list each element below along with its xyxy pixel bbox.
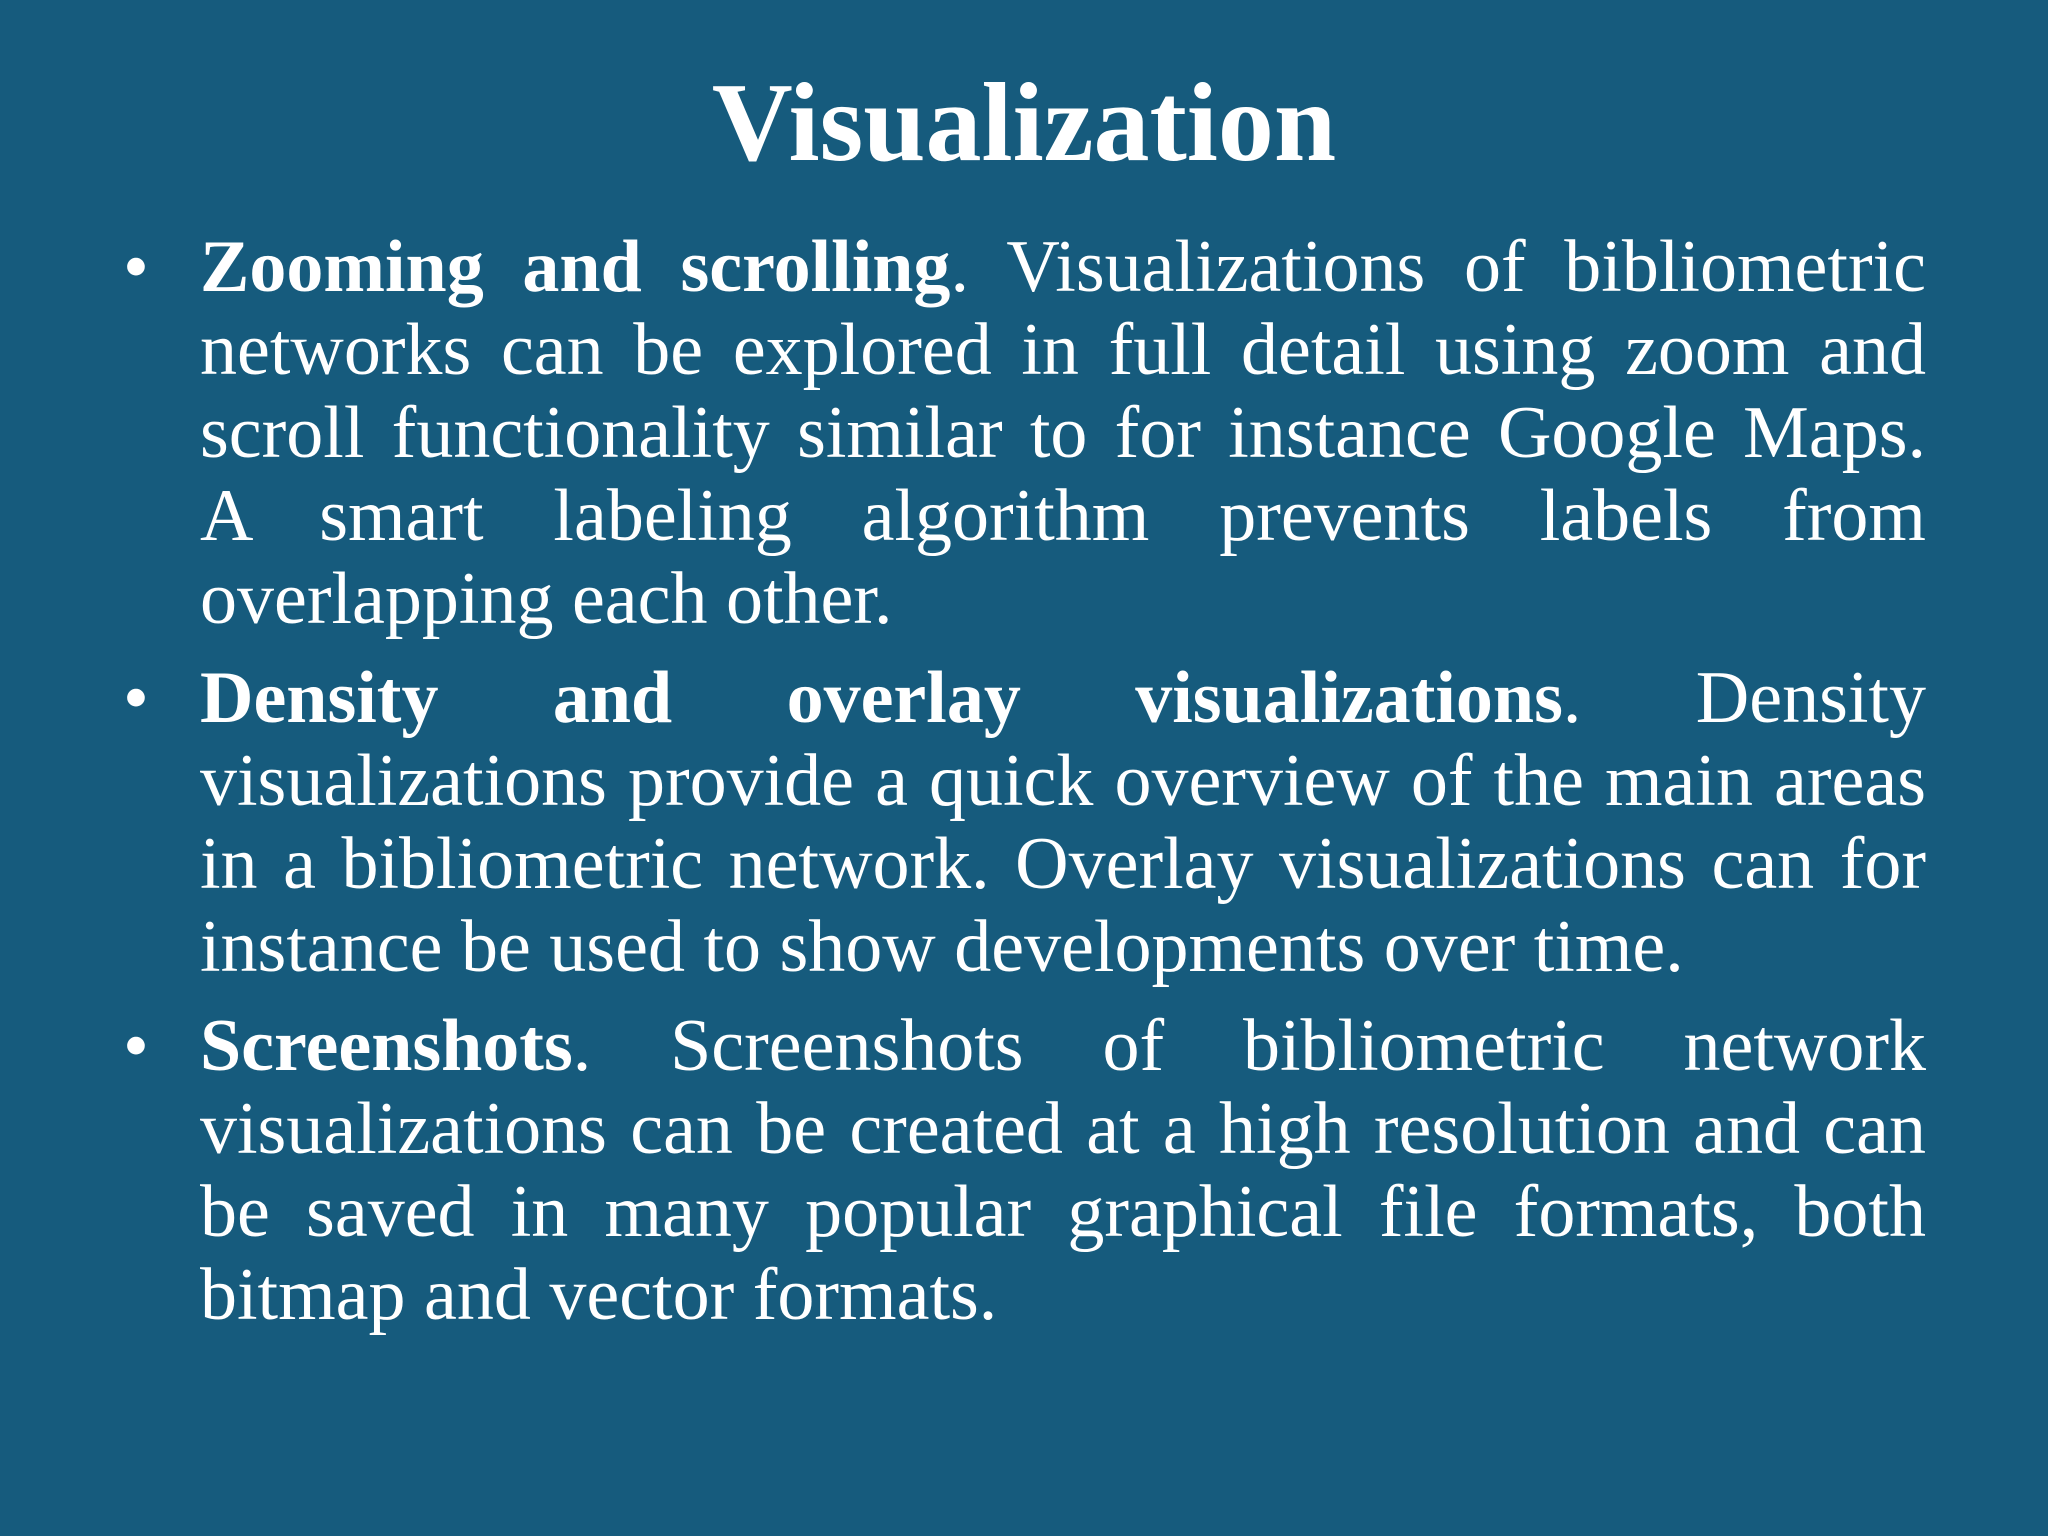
bullet-marker: • <box>123 1005 149 1087</box>
bullet-item <box>123 1005 1926 1337</box>
bullet-list <box>123 226 1926 1353</box>
bullet-term: Screenshots <box>200 1005 573 1087</box>
bullet-separator: . <box>572 1005 592 1087</box>
bullet-separator: . <box>1562 657 1582 739</box>
bullet-text: Visualizations of bibliometric networks can be explored in full detail using zoom and scroll functionality similar to for instance Google Maps. A smart labeling algorithm prevents labels from overlapping each other. <box>200 226 1926 640</box>
bullet-text: Density visualizations provide a quick overview of the main areas in a bibliometric network. Overlay visualizations can for instance be used to show developments over time. <box>200 657 1926 988</box>
bullet-marker: • <box>123 226 149 308</box>
bullet-separator: . <box>950 226 969 308</box>
bullet-text: Screenshots of bibliometric network visualizations can be created at a high resolution and can be saved in many popular graphical file formats, both bitmap and vector formats. <box>200 1005 1926 1336</box>
bullet-term: Density and overlay visualizations <box>200 657 1563 739</box>
bullet-term: Zooming and scrolling <box>200 226 951 308</box>
bullet-marker: • <box>123 657 149 739</box>
bullet-item <box>123 657 1926 989</box>
slide-title: Visualization <box>711 61 1337 185</box>
bullet-item <box>123 226 1926 641</box>
